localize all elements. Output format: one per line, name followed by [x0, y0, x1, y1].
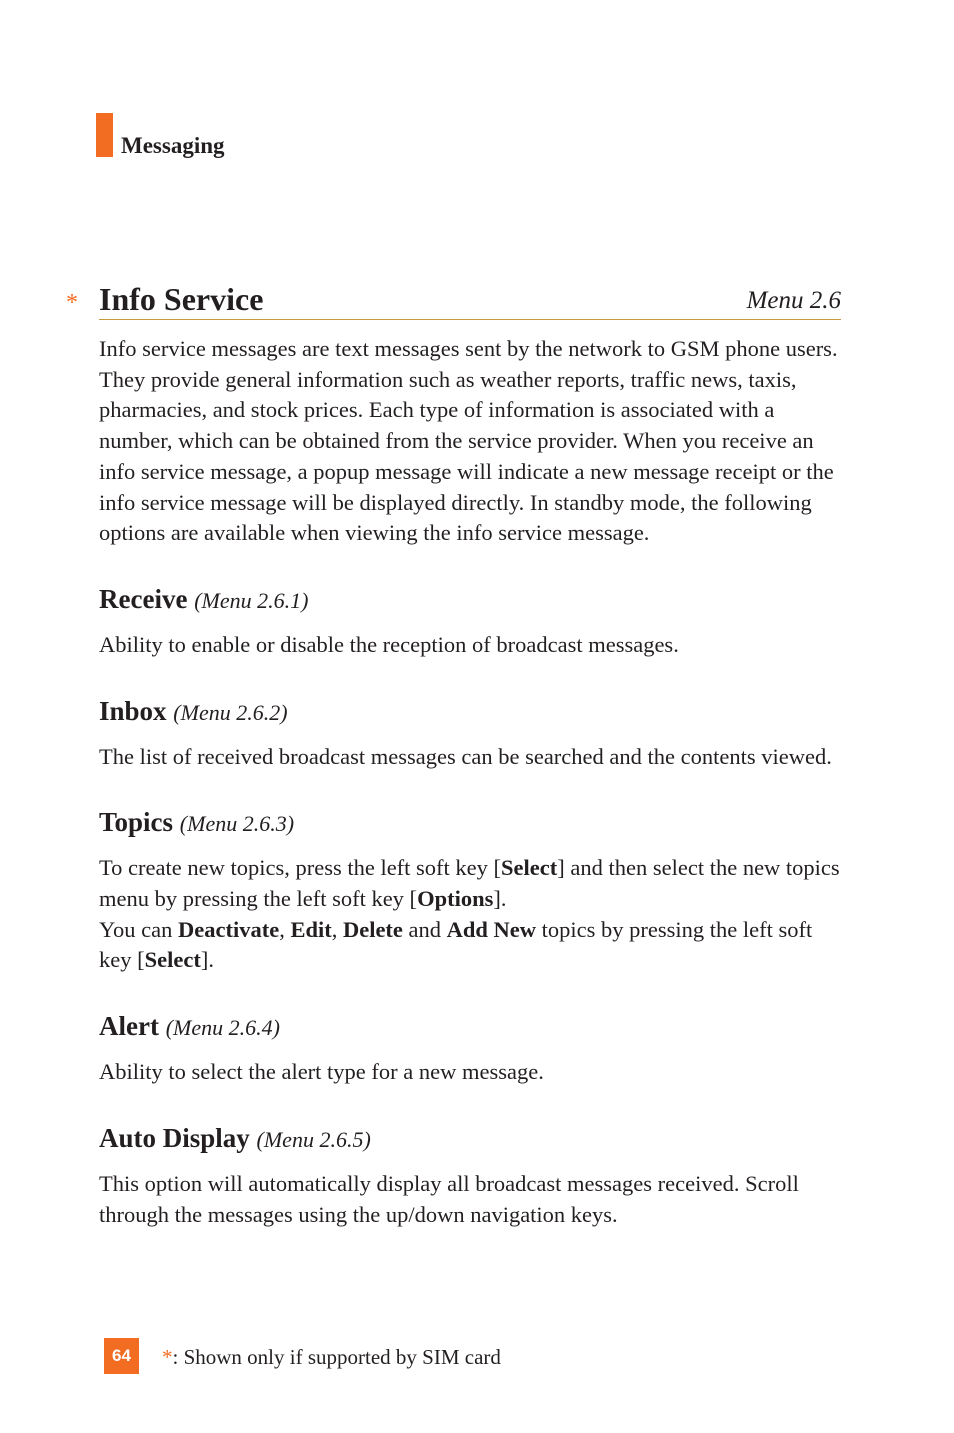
page-menu-number: Menu 2.6 — [746, 287, 841, 314]
section-body-auto-display: This option will automatically display all broadcast messages received. Scroll through the messages using the up/down navigation keys. — [99, 1170, 799, 1227]
section-body-inbox: The list of received broadcast messages can be searched and the contents viewed. — [99, 743, 832, 769]
section-color-bar — [96, 113, 113, 157]
title-divider — [99, 319, 841, 320]
intro-paragraph: Info service messages are text messages sent by the network to GSM phone users. They provide general information such as weather reports, traffic news, taxis, pharmacies, and stock prices. Each type of information is associated with a number, which can be obtained from the service provider. When you receive an info service message, a popup message will indicate a new message receipt or the info service message will be displayed directly. In standby mode, the following options are available when viewing the info service message. — [99, 336, 838, 546]
section-body-topics-1: To create new topics, press the left soft key [Select] and then select the new topics menu by pressing the left soft key [Options]. — [99, 855, 840, 912]
sim-asterisk-icon: * — [66, 290, 78, 316]
page-title: Info Service — [99, 281, 264, 317]
chapter-label: Messaging — [121, 133, 225, 158]
section-heading-inbox: Inbox (Menu 2.6.2) — [99, 695, 288, 726]
page-number-badge: 64 — [104, 1338, 139, 1374]
section-heading-topics: Topics (Menu 2.6.3) — [99, 807, 295, 838]
main-content — [99, 334, 841, 1230]
footnote-asterisk-icon: * — [162, 1345, 173, 1369]
section-heading-receive: Receive (Menu 2.6.1) — [99, 583, 309, 614]
section-heading-auto-display: Auto Display (Menu 2.6.5) — [99, 1122, 371, 1153]
section-body-topics-2: You can Deactivate, Edit, Delete and Add New topics by pressing the left soft key [Select]. — [99, 916, 813, 973]
section-body-receive: Ability to enable or disable the reception of broadcast messages. — [99, 631, 679, 657]
footnote: *: Shown only if supported by SIM card — [162, 1345, 501, 1369]
section-body-alert: Ability to select the alert type for a new message. — [99, 1059, 544, 1085]
section-heading-alert: Alert (Menu 2.6.4) — [99, 1011, 280, 1042]
page-title-row — [66, 280, 841, 320]
